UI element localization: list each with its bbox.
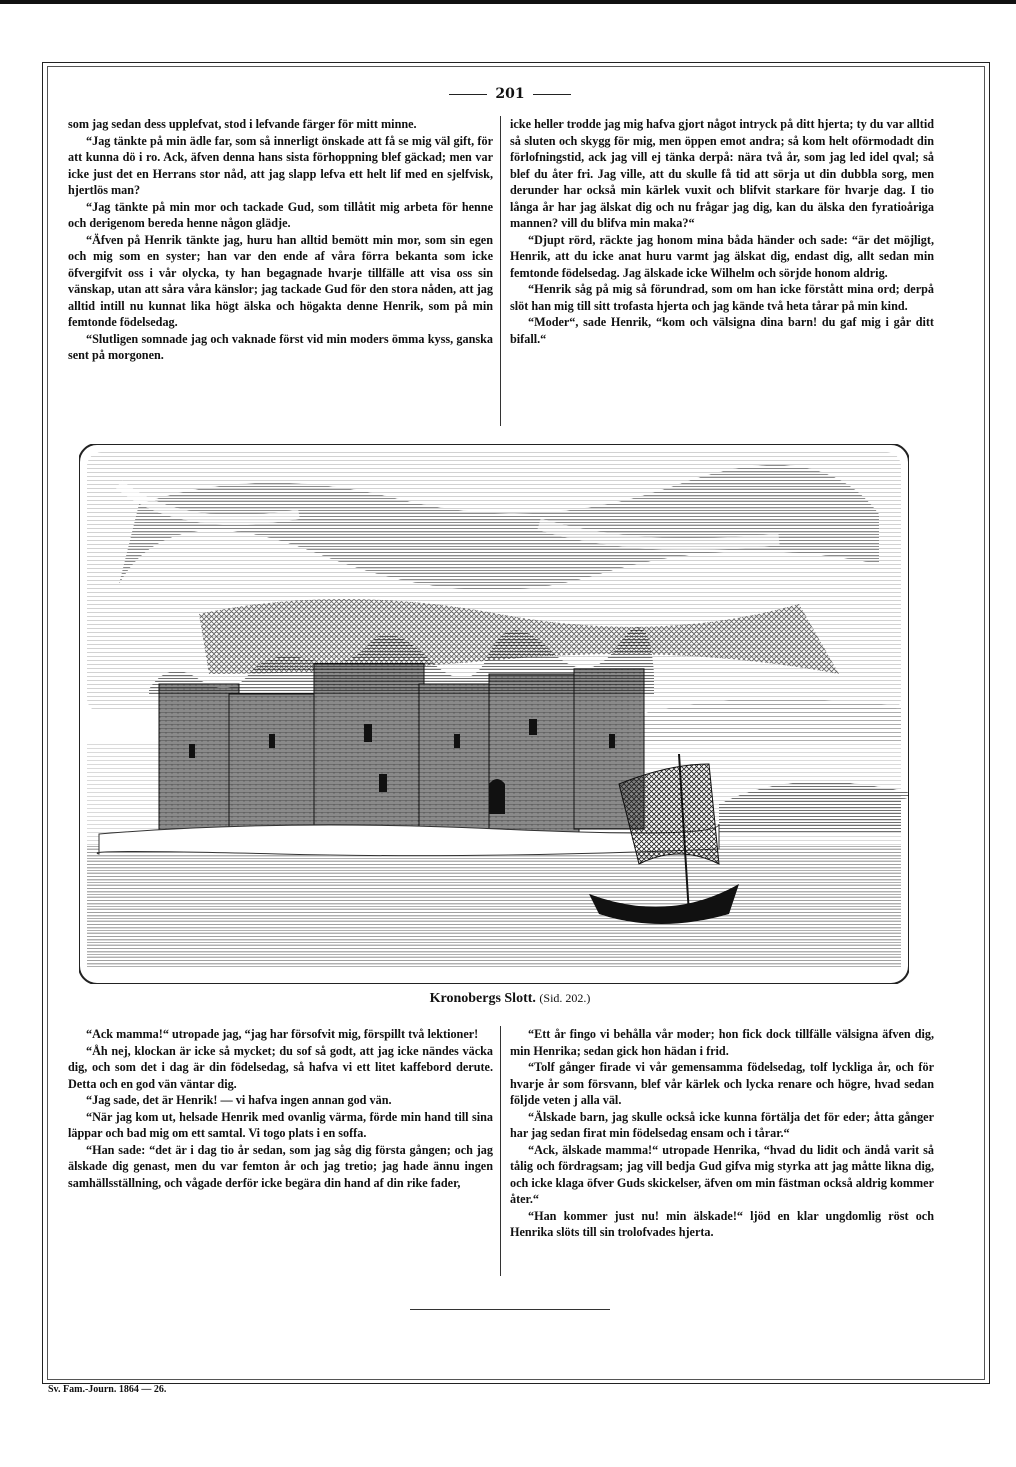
page-number-text: 201	[495, 86, 525, 102]
paragraph: “Jag tänkte på min mor och tackade Gud, som tillåtit mig arbeta för henne och derigenom bereda henne någon glädje.	[68, 199, 493, 230]
illustration-caption	[300, 991, 720, 1007]
paragraph: “Ack mamma!“ utropade jag, “jag har försofvit mig, förspillt två lektioner!	[86, 1027, 479, 1041]
paragraph: “Äfven på Henrik tänkte jag, huru han alltid bemött min mor, som sin egen och mig som en syster; han var den ende af våra förra bekanta som icke öfvergifvit oss i vår olycka, ty han begagnade hvarje tillfälle att visa oss sin vänskap, utan att såra våra känslor; jag tackade Gud för den stora nåden, att jag alltid intill nu kunnat lika högt älska och högakta denne Henrik, som på min femtonde födelsedag.	[68, 232, 493, 329]
paragraph: icke heller trodde jag mig hafva gjort något intryck på ditt hjerta; ty du var alltid så sluten och skygg för mig, men öppen emot andra; så kom helt oförmodadt din förlofningstid, ack jag vill ej tänka derpå: nära två år, som jag led idel qval; så blef du åter fri. Jag ville, att du skulle få tid att sörja ut din dubbla sorg, men derunder har också min kärlek vuxit och blifvit starkare för hvarje dag. I tio långa år har jag älskat dig och nu frågar jag dig, kan du älska den fyratioåriga mannen? vill du blifva min maka?“	[510, 117, 934, 230]
text-column-top-right	[510, 116, 934, 347]
paragraph: “Åh nej, klockan är icke så mycket; du sof så godt, att jag icke nändes väcka dig, och som det i dag är din födelsedag, så hafva vi ett litet kaffebord derute. Detta och en god vän väntar dig.	[68, 1043, 493, 1091]
paragraph: “Djupt rörd, räckte jag honom mina båda händer och sade: “är det möjligt, Henrik, att du icke anat huru varmt jag älskat dig, endast dig, allt sedan min femtonde födelsedag. Jag älskade icke Wilhelm och sörjde honom aldrig.	[510, 232, 934, 280]
paragraph: “Jag tänkte på min ädle far, som så innerligt önskade att få se mig väl gift, för att kunna dö i ro. Ack, äfven denna hans sista förhoppning blef gäckad; men var icke just det en Herrans stor nåd, att jag slapp lefva ett helt lif med en sjelfvisk, hjertlös man?	[68, 133, 493, 197]
page-number	[430, 86, 590, 102]
paragraph: “Moder“, sade Henrik, “kom och välsigna dina barn! du gaf mig i går ditt bifall.“	[510, 315, 934, 346]
paragraph: “Han kommer just nu! min älskade!“ ljöd en klar ungdomlig röst och Henrika slöts till sin trolofvades hjerta.	[510, 1208, 934, 1239]
paragraph: “Ett år fingo vi behålla vår moder; hon fick dock tillfälle välsigna äfven dig, min Henrika; sedan gick hon hädan i frid.	[510, 1027, 934, 1058]
paragraph: “Älskade barn, jag skulle också icke kunna förtälja det för eder; åtta gånger har jag sedan firat min födelsedag ensam och i tårar.“	[510, 1109, 934, 1140]
text-column-top-left	[68, 116, 493, 364]
paragraph: “När jag kom ut, helsade Henrik med ovanlig värma, förde min hand till sina läppar och bad mig om ett samtal. Vi togo plats i en soffa.	[68, 1109, 493, 1140]
footer-signature: Sv. Fam.-Journ. 1864 — 26.	[48, 1384, 167, 1395]
paragraph: “Tolf gånger firade vi vår gemensamma födelsedag, tolf lyckliga år, och för hvarje år som försvann, blef vår kärlek och lycka renare och högre, hvad sedan följde veten j alla väl.	[510, 1060, 934, 1107]
paragraph: “Ack, älskade mamma!“ utropade Henrika, “hvad du lidit och ändå varit så tålig och fördragsam; jag vill bedja Gud gifva mig styrka att jag måtte likna dig, och icke klaga öfver Guds skickelser, äfven om min fästman också aldrig kommer åter.“	[510, 1142, 934, 1206]
paragraph: “Henrik såg på mig så förundrad, som om han icke förstått mina ord; derpå slöt han mig till sitt trofasta hjerta och jag kände två heta tårar på min kind.	[510, 282, 934, 313]
column-separator-bottom	[500, 1026, 501, 1276]
castle-engraving	[79, 444, 909, 984]
text-column-bottom-right	[510, 1026, 934, 1241]
paragraph: “Jag sade, det är Henrik! — vi hafva ingen annan god vän.	[86, 1093, 392, 1107]
column-separator-top	[500, 116, 501, 426]
top-border-bar	[0, 0, 1016, 4]
page-number-rule-right	[533, 94, 571, 95]
end-rule	[410, 1309, 610, 1310]
text-column-bottom-left	[68, 1026, 493, 1191]
caption-title: Kronobergs Slott.	[429, 991, 536, 1006]
paragraph: “Han sade: “det är i dag tio år sedan, som jag såg dig första gången; och jag älskade dig genast, men du var femton år och jag tretio; jag hade ännu ingen samhällsställning, och vågade derför icke begära din hand af din rike fader,	[68, 1142, 493, 1190]
caption-page-ref: (Sid. 202.)	[539, 991, 591, 1005]
page-number-rule-left	[449, 94, 487, 95]
paragraph: “Slutligen somnade jag och vaknade först vid min moders ömma kyss, ganska sent på morgonen.	[68, 331, 493, 362]
paragraph: som jag sedan dess upplefvat, stod i lefvande färger för mitt minne.	[68, 117, 417, 131]
